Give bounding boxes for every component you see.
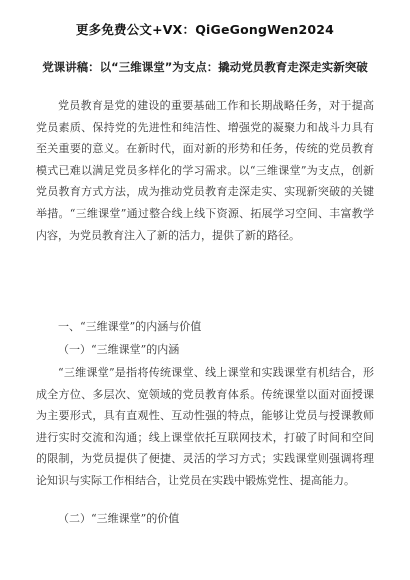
subsection-heading-1-2: （二）“三维课堂”的价值 — [58, 512, 180, 525]
subsection-heading-1-1: （一）“三维课堂”的内涵 — [58, 343, 180, 356]
document-title: 党课讲稿：以“三维课堂”为支点：撬动党员教育走深走实新突破 — [42, 60, 368, 74]
watermark-header: 更多免费公文+VX：QiGeGongWen2024 — [75, 22, 335, 37]
intro-paragraph: 党员教育是党的建设的重要基础工作和长期战略任务，对于提高党员素质、保持党的先进性和纯洁性、增强党的凝聚力和战斗力具有至关重要的意义。在新时代，面对新的形势和任务，传统的党员教育模式已难以满足党员多样化的学习需求。以“三维课堂”为支点，创新党员教育方式方法，成为推动党员教育走深走实、实现新突破的关键举措。“三维课堂”通过整合线上线下资源、拓展学习空间、丰富教学内容，为党员教育注入了新的活力，提供了新的路径。 — [36, 99, 374, 242]
subsection-paragraph-1-1: “三维课堂”是指将传统课堂、线上课堂和实践课堂有机结合，形成全方位、多层次、宽领域的党员教育体系。传统课堂以面对面授课为主要形式，具有直观性、互动性强的特点，能够让党员与授课教师进行实时交流和沟通；线上课堂依托互联网技术，打破了时间和空间的限制，为党员提供了便捷、灵活的学习方式；实践课堂则强调将理论知识与实际工作相结合，让党员在实践中锻炼党性、提高能力。 — [36, 366, 374, 487]
section-heading-1: 一、“三维课堂”的内涵与价值 — [58, 320, 202, 333]
